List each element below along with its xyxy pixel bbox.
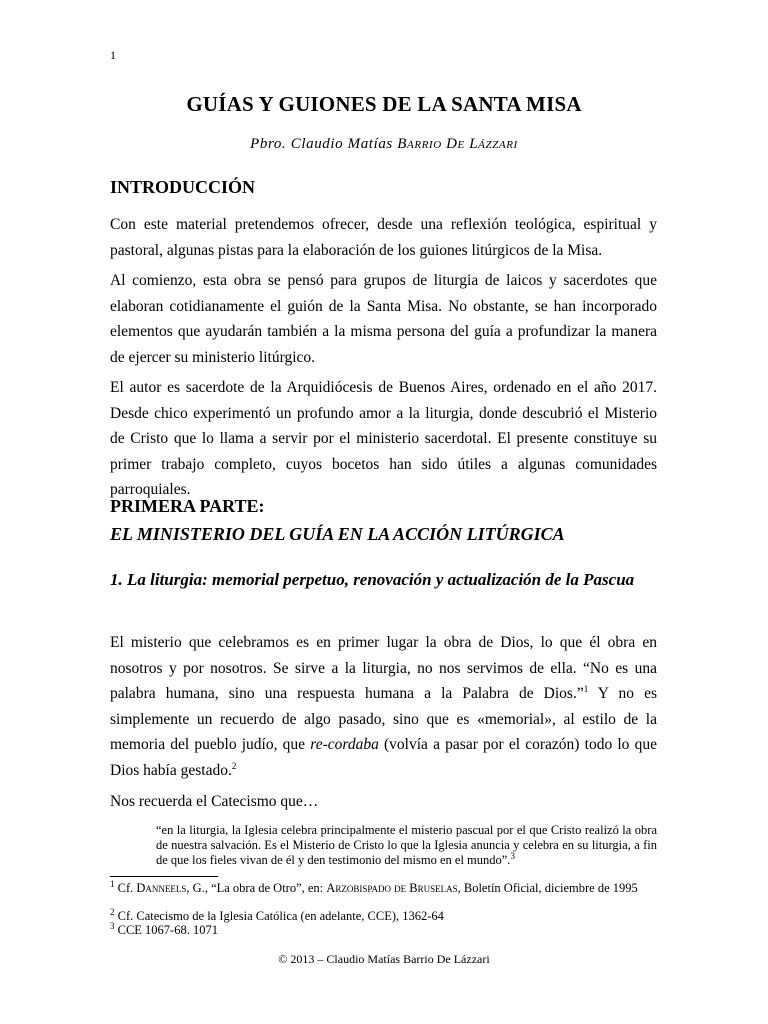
section-text-2: Y no es simplemente un recuerdo de algo pasado, sino que es «memorial», al estilo de la memoria del pueblo judío, que — [110, 685, 657, 753]
footnote-1-text-a: Cf. — [114, 881, 137, 895]
section-paragraph — [110, 630, 657, 783]
footnote-3-number: 3 — [110, 920, 115, 931]
author-prefix: Pbro. Claudio Matías — [250, 136, 398, 152]
section-text-1: El misterio que celebramos es en primer lugar la obra de Dios, lo que él obra en nosotros y por nosotros. Se sirve a la liturgia, no nos servimos de ella. “No es una palabra humana, sino una respuesta humana a la Palabra de Dios.” — [110, 634, 657, 702]
footnote-ref-2: 2 — [231, 760, 237, 771]
footnote-2 — [110, 906, 657, 923]
quote-text: “en la liturgia, la Iglesia celebra principalmente el misterio pascual por el que Cristo realizó la obra de nuestra salvación. Es el Misterio de Cristo lo que la Iglesia anuncia y celebra en su liturgia, a fin de que los fieles vivan de él y den testimonio del mismo en el mundo”. — [156, 823, 657, 867]
page-footer: © 2013 – Claudio Matías Barrio De Lázzari — [278, 952, 490, 966]
footnote-3 — [110, 920, 657, 937]
footnote-ref-1: 1 — [583, 683, 589, 694]
footnote-2-number: 2 — [110, 906, 115, 917]
footnote-1-number: 1 — [110, 878, 115, 889]
footnote-1-publisher: Arzobispado de Bruselas — [326, 881, 458, 895]
catechism-intro: Nos recuerda el Catecismo que… — [110, 793, 319, 810]
footnote-1 — [110, 878, 657, 895]
intro-paragraph-1: Con este material pretendemos ofrecer, desde una reflexión teológica, espiritual y pastoral, algunas pistas para la elaboración de los guiones litúrgicos de la Misa. — [110, 216, 657, 259]
intro-heading: INTRODUCCIÓN — [110, 177, 256, 197]
footnote-1-text-e: , Boletín Oficial, diciembre de 1995 — [457, 881, 638, 895]
author-surname: Barrio De Lázzari — [397, 136, 518, 152]
part-heading: PRIMERA PARTE: — [110, 496, 265, 516]
page-number: 1 — [110, 48, 116, 62]
section-text-3: (volvía a pasar por el corazón) todo lo que Dios había gestado. — [110, 736, 657, 779]
block-quote — [156, 823, 657, 868]
part-subtitle: EL MINISTERIO DEL GUÍA EN LA ACCIÓN LITÚRGICA — [110, 524, 565, 544]
intro-paragraph-3: El autor es sacerdote de la Arquidiócesis de Buenos Aires, ordenado en el año 2017. Desde chico experimentó un profundo amor a la liturgia, donde descubrió el Misterio de Cristo que lo llama a servir por el ministerio sacerdotal. El presente constituye su primer trabajo completo, cuyos bocetos han sido útiles a algunas comunidades parroquiales. — [110, 379, 657, 498]
footnote-2-text: Cf. Catecismo de la Iglesia Católica (en adelante, CCE), 1362-64 — [114, 909, 444, 923]
footnote-1-text-c: , “La obra de Otro”, en: — [204, 881, 327, 895]
section-heading: 1. La liturgia: memorial perpetuo, renovación y actualización de la Pascua — [110, 570, 635, 589]
document-title: GUÍAS Y GUIONES DE LA SANTA MISA — [186, 92, 582, 116]
intro-paragraph-2: Al comienzo, esta obra se pensó para grupos de liturgia de laicos y sacerdotes que elaboran cotidianamente el guión de la Santa Misa. No obstante, se han incorporado elementos que ayudarán también a la misma persona del guía a profundizar la manera de ejercer su ministerio litúrgico. — [110, 272, 657, 366]
section-italic-term: re-cordaba — [310, 736, 379, 753]
author-line — [0, 136, 768, 153]
footnote-3-text: CCE 1067-68. 1071 — [114, 923, 218, 937]
footnote-1-author: Danneels, G. — [136, 881, 205, 895]
footnote-ref-3: 3 — [510, 850, 515, 861]
footnote-separator — [110, 876, 218, 877]
